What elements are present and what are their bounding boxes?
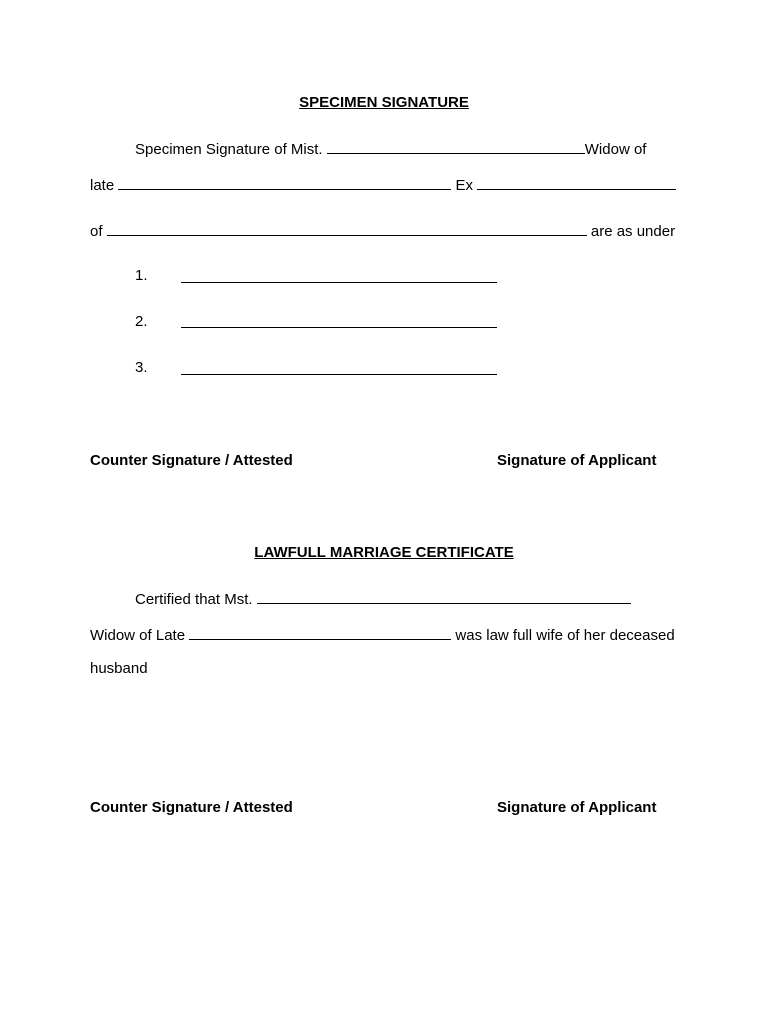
specimen-line-2 [90,175,676,195]
specimen-line1-prefix: Specimen Signature of Mist. [135,141,323,158]
marriage-line2-prefix: Widow of Late [90,627,186,644]
ex-field[interactable] [477,175,676,190]
signature-line-2[interactable] [181,327,497,328]
signature-item-number: 3. [135,359,148,376]
applicant-signature-label: Signature of Applicant [497,452,657,469]
specimen-line-1 [135,139,646,159]
counter-signature-label: Counter Signature / Attested [90,799,293,816]
marriage-line1-prefix: Certified that Mst. [135,591,253,608]
marriage-line-1 [135,589,631,609]
marriage-line-3: husband [90,660,148,677]
signature-item-number: 1. [135,267,148,284]
specimen-title: SPECIMEN SIGNATURE [299,94,469,111]
signature-line-3[interactable] [181,374,497,375]
late-name-field[interactable] [118,175,451,190]
specimen-line-3 [90,221,675,241]
signature-item-number: 2. [135,313,148,330]
specimen-line1-suffix: Widow of [584,141,647,158]
marriage-line2-suffix: was law full wife of her deceased [455,627,675,644]
specimen-line3-prefix: of [90,223,103,240]
counter-signature-label: Counter Signature / Attested [90,452,293,469]
mst-name-field[interactable] [257,589,631,604]
marriage-certificate-title: LAWFULL MARRIAGE CERTIFICATE [254,544,514,561]
marriage-line-2 [90,625,675,645]
signature-line-1[interactable] [181,282,497,283]
of-field[interactable] [107,221,587,236]
applicant-signature-label: Signature of Applicant [497,799,657,816]
late-husband-field[interactable] [189,625,451,640]
specimen-line2-prefix: late [90,177,115,194]
specimen-line3-suffix: are as under [590,223,676,240]
mist-name-field[interactable] [327,139,585,154]
specimen-line2-mid: Ex [455,177,474,194]
